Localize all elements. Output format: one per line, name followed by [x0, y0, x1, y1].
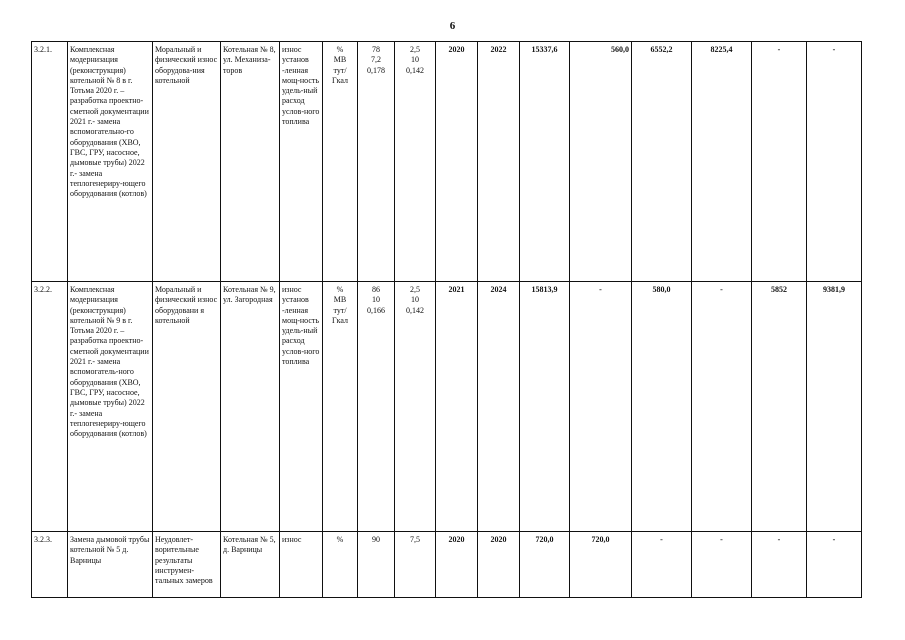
- measure-name: Комплексная модернизация (реконструкция) котельной № 9 в г. Тотьма 2020 г. – разработка проектно-сметной документации 2021 г.- замена вспомогатель-ного оборудования (ХВО, ГВС, ГРУ, насосное, дымовые трубы) 2022 г.- замена теплогенериру-ющего оборудования (котлов): [68, 282, 153, 532]
- unit-value: тут/: [333, 65, 347, 75]
- row-number: 3.2.2.: [32, 282, 68, 532]
- row-number: 3.2.3.: [32, 532, 68, 598]
- before-value: 7,2: [371, 55, 381, 65]
- cost-year-5: -: [807, 532, 862, 598]
- object-location: Котельная № 5, д. Варницы: [221, 532, 280, 598]
- row-number: 3.2.1.: [32, 42, 68, 282]
- cost-year-3: -: [692, 532, 752, 598]
- end-year: 2022: [478, 42, 520, 282]
- after-value: 2,5: [410, 45, 420, 54]
- after-value: 10: [411, 295, 419, 305]
- measure-name: Комплексная модернизация (реконструкция) котельной № 8 в г. Тотьма 2020 г. – разработка проектно-сметной документации 2021 г.- замена вспомогательно-го оборудования (ХВО, ГВС, ГРУ, насосное, дымовые трубы) 2022 г.- замена теплогенериру-ющего оборудования (котлов): [68, 42, 153, 282]
- indicator-units: [323, 532, 358, 598]
- unit-value: %: [336, 45, 344, 54]
- before-value: 90: [372, 535, 380, 544]
- cost-year-1: 560,0: [570, 42, 632, 282]
- indicator-name: износ установ -ленная мощ-ность удель-ный расход услов-ного топлива: [280, 42, 323, 282]
- measure-reason: Моральный и физический износ оборудова-ния котельной: [153, 42, 221, 282]
- page-number: 6: [449, 20, 456, 32]
- value-after: [395, 42, 436, 282]
- after-value: 0,142: [406, 305, 424, 315]
- unit-value: МВ: [333, 55, 347, 65]
- unit-value: %: [336, 535, 344, 544]
- object-location: Котельная № 9, ул. Загородная: [221, 282, 280, 532]
- cost-year-4: 5852: [752, 282, 807, 532]
- object-location: Котельная № 8, ул. Механиза-торов: [221, 42, 280, 282]
- after-value: 10: [411, 55, 419, 65]
- value-before: [358, 532, 395, 598]
- table-row: [32, 42, 862, 282]
- measure-reason: Моральный и физический износ оборудовани я котельной: [153, 282, 221, 532]
- start-year: 2021: [436, 282, 478, 532]
- value-after: [395, 282, 436, 532]
- before-value: 0,178: [367, 65, 385, 75]
- cost-year-3: 8225,4: [692, 42, 752, 282]
- cost-year-2: -: [632, 532, 692, 598]
- table-row: [32, 282, 862, 532]
- total-cost: 15337,6: [520, 42, 570, 282]
- cost-year-4: -: [752, 42, 807, 282]
- end-year: 2020: [478, 532, 520, 598]
- cost-year-2: 580,0: [632, 282, 692, 532]
- table-row: [32, 532, 862, 598]
- cost-year-1: 720,0: [570, 532, 632, 598]
- cost-year-5: -: [807, 42, 862, 282]
- after-value: 0,142: [406, 65, 424, 75]
- value-before: [358, 42, 395, 282]
- cost-year-1: -: [570, 282, 632, 532]
- value-after: [395, 532, 436, 598]
- start-year: 2020: [436, 532, 478, 598]
- after-value: 7,5: [410, 535, 420, 544]
- unit-value: %: [336, 285, 344, 294]
- cost-year-5: 9381,9: [807, 282, 862, 532]
- indicator-name: износ установ -ленная мощ-ность удель-ный расход услов-ного топлива: [280, 282, 323, 532]
- before-value: 10: [372, 295, 380, 305]
- unit-value: тут/: [333, 305, 347, 315]
- cost-year-4: -: [752, 532, 807, 598]
- measure-name: Замена дымовой трубы котельной № 5 д. Варницы: [68, 532, 153, 598]
- value-before: [358, 282, 395, 532]
- indicator-name: износ: [280, 532, 323, 598]
- measures-table: [31, 41, 862, 598]
- cost-year-2: 6552,2: [632, 42, 692, 282]
- after-value: 2,5: [410, 285, 420, 294]
- cost-year-3: -: [692, 282, 752, 532]
- measure-reason: Неудовлет-ворительные результаты инструмен-тальных замеров: [153, 532, 221, 598]
- before-value: 0,166: [367, 305, 385, 315]
- indicator-units: [323, 282, 358, 532]
- before-value: 78: [372, 45, 380, 54]
- total-cost: 720,0: [520, 532, 570, 598]
- end-year: 2024: [478, 282, 520, 532]
- start-year: 2020: [436, 42, 478, 282]
- unit-value: Гкал: [331, 75, 348, 85]
- total-cost: 15813,9: [520, 282, 570, 532]
- indicator-units: [323, 42, 358, 282]
- before-value: 86: [372, 285, 380, 294]
- unit-value: МВ: [333, 295, 347, 305]
- unit-value: Гкал: [331, 315, 348, 325]
